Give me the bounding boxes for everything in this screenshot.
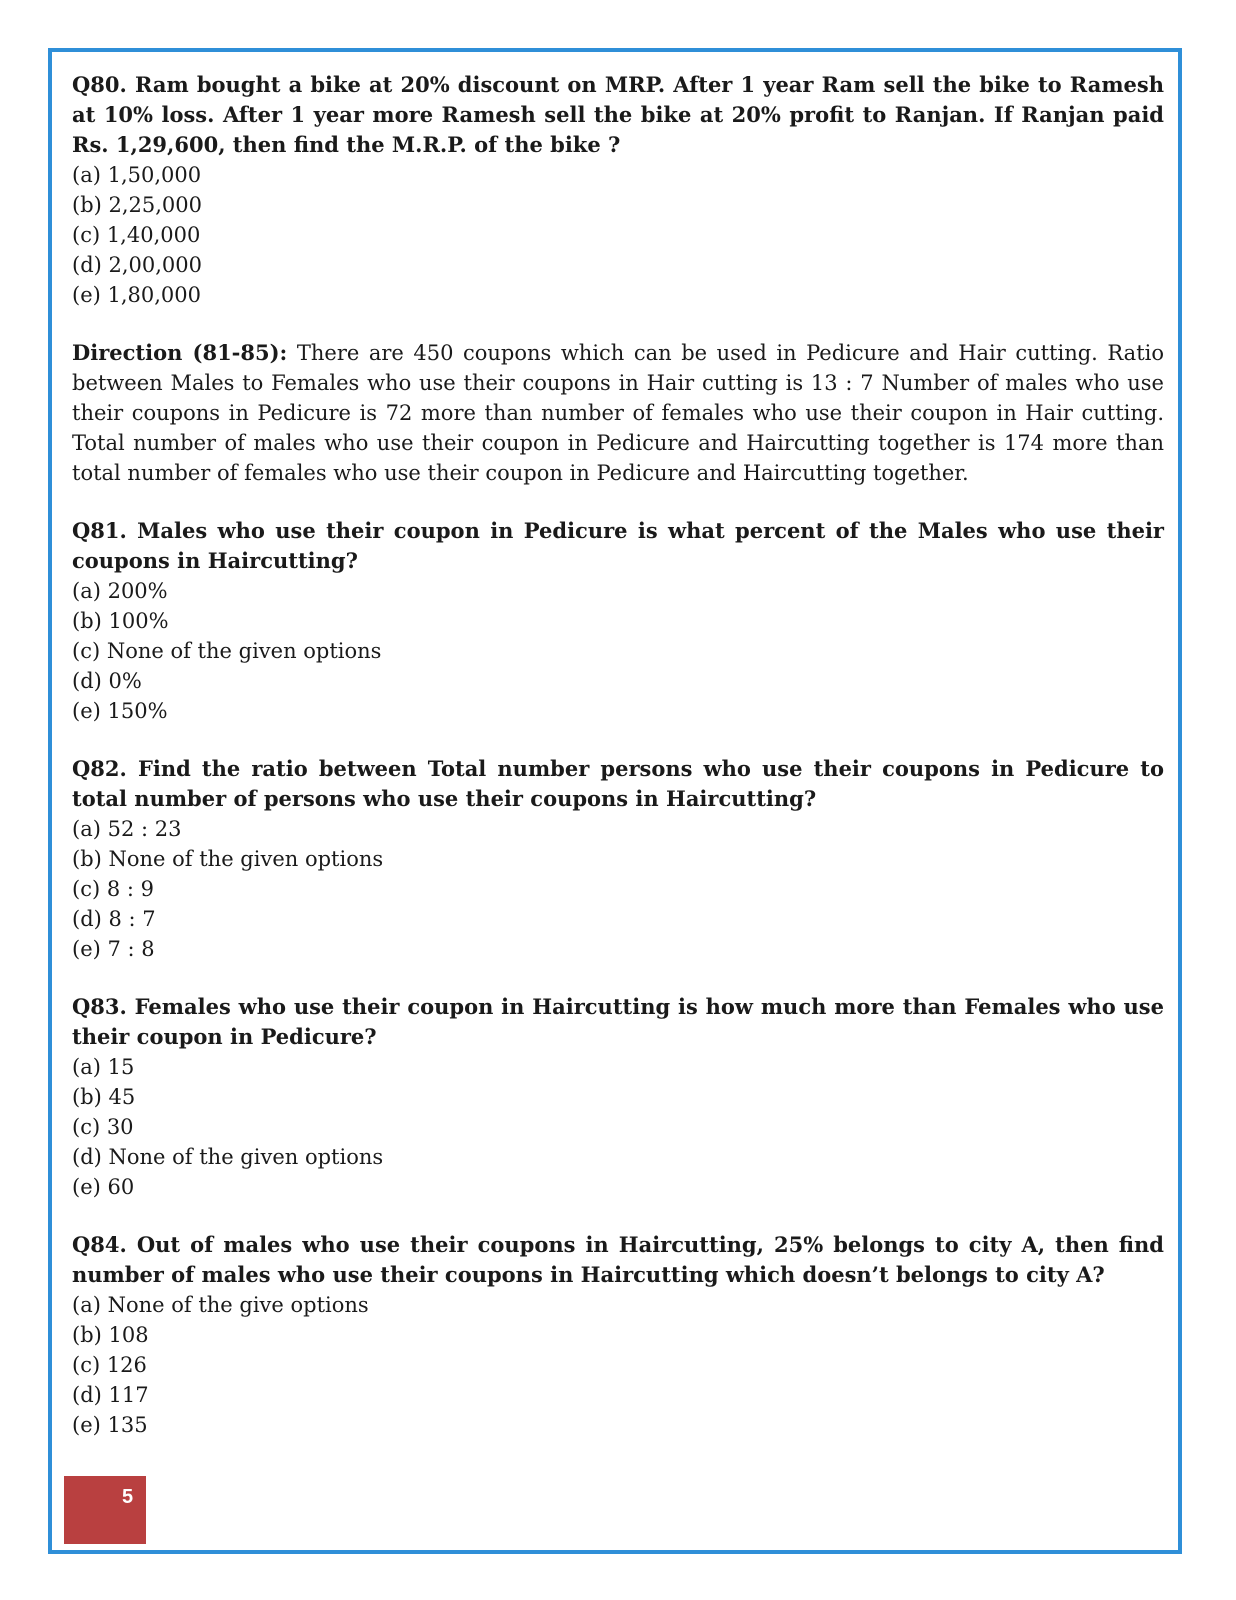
page-content: [72, 70, 1164, 1468]
question-title: Q83. Females who use their coupon in Haircutting is how much more than Females who use their coupon in Pedicure?: [72, 994, 1164, 1049]
option-c: (c) 126: [72, 1353, 147, 1377]
option-a: (a) 200%: [72, 579, 168, 603]
option-b: (b) 108: [72, 1323, 149, 1347]
option-c: (c) None of the given options: [72, 639, 382, 663]
page-number: 5: [64, 1476, 146, 1544]
option-b: (b) 100%: [72, 609, 169, 633]
question-83: [72, 992, 1164, 1202]
option-d: (d) 0%: [72, 669, 142, 693]
option-a: (a) 52 : 23: [72, 817, 182, 841]
question-80: [72, 70, 1164, 310]
question-title: Q82. Find the ratio between Total number persons who use their coupons in Pedicure to total number of persons who use their coupons in Haircutting?: [72, 756, 1164, 811]
option-d: (d) 117: [72, 1383, 149, 1407]
option-e: (e) 60: [72, 1175, 135, 1199]
direction-text: There are 450 coupons which can be used in Pedicure and Hair cutting. Ratio between Males to Females who use their coupons in Hair cutting is 13 : 7 Number of males who use their coupons in Pedicure is 72 more than number of females who use their coupon in Hair cutting. Total number of males who use their coupon in Pedicure and Haircutting together is 174 more than total number of females who use their coupon in Pedicure and Haircutting together.: [72, 341, 1164, 485]
option-d: (d) 2,00,000: [72, 253, 203, 277]
question-title: Q84. Out of males who use their coupons in Haircutting, 25% belongs to city A, then find number of males who use their coupons in Haircutting which doesn’t belongs to city A?: [72, 1232, 1164, 1287]
question-81: [72, 516, 1164, 726]
question-82: [72, 754, 1164, 964]
direction-paragraph: [72, 338, 1164, 488]
option-e: (e) 1,80,000: [72, 283, 202, 307]
option-c: (c) 30: [72, 1115, 134, 1139]
option-a: (a) None of the give options: [72, 1293, 369, 1317]
option-c: (c) 8 : 9: [72, 877, 154, 901]
option-b: (b) 2,25,000: [72, 193, 203, 217]
option-b: (b) 45: [72, 1085, 136, 1109]
option-b: (b) None of the given options: [72, 847, 384, 871]
option-e: (e) 135: [72, 1413, 148, 1437]
direction-label: Direction (81-85):: [72, 340, 288, 365]
question-title: Q80. Ram bought a bike at 20% discount on MRP. After 1 year Ram sell the bike to Ramesh at 10% loss. After 1 year more Ramesh sell the bike at 20% profit to Ranjan. If Ranjan paid Rs. 1,29,600, then find the M.R.P. of the bike ?: [72, 72, 1164, 157]
option-d: (d) None of the given options: [72, 1145, 384, 1169]
question-title: Q81. Males who use their coupon in Pedicure is what percent of the Males who use their coupons in Haircutting?: [72, 518, 1164, 573]
option-e: (e) 7 : 8: [72, 937, 155, 961]
option-c: (c) 1,40,000: [72, 223, 201, 247]
option-a: (a) 15: [72, 1055, 135, 1079]
option-a: (a) 1,50,000: [72, 163, 202, 187]
question-84: [72, 1230, 1164, 1440]
option-d: (d) 8 : 7: [72, 907, 156, 931]
option-e: (e) 150%: [72, 699, 168, 723]
